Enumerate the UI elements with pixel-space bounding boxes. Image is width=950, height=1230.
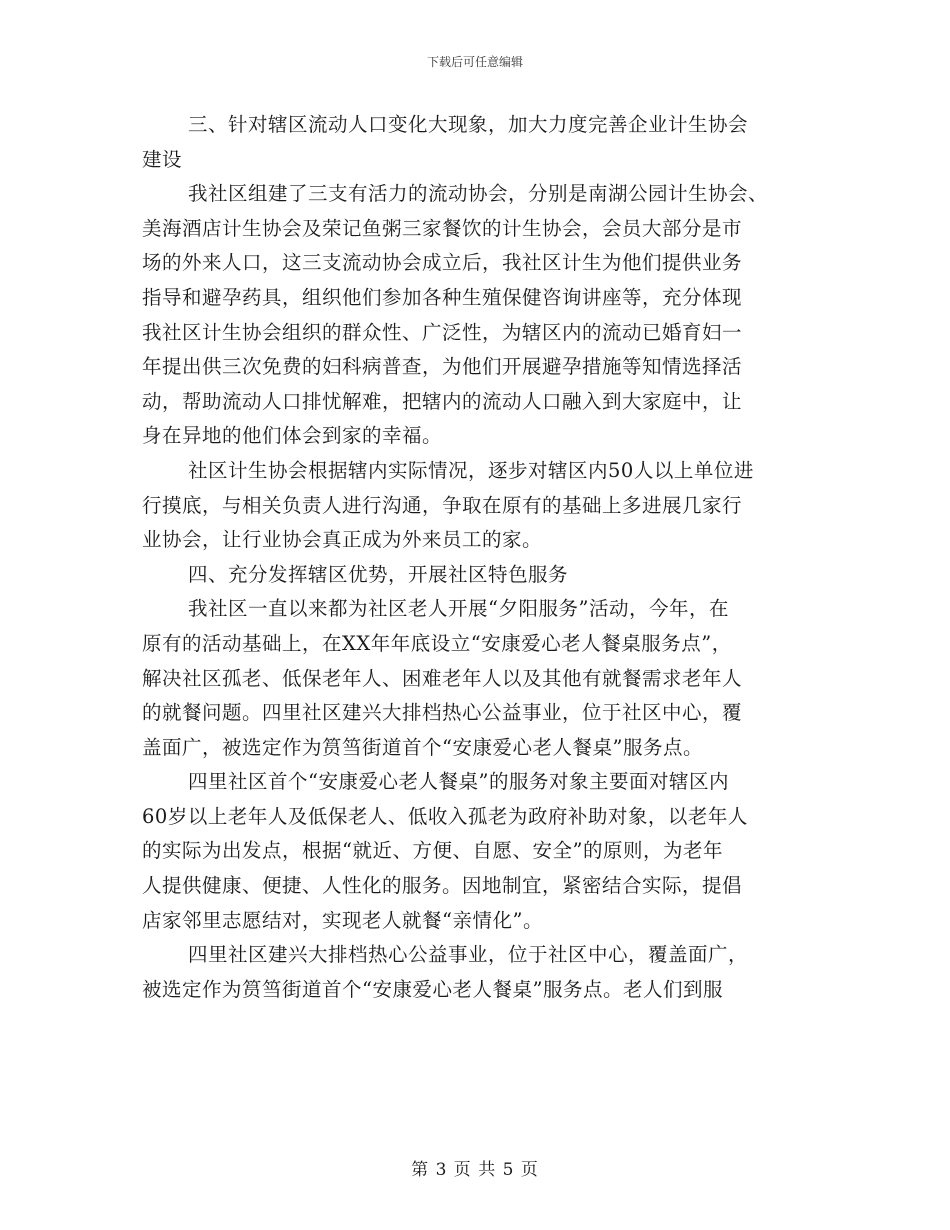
text-line: 被选定作为筼筜街道首个“安康爱心老人餐桌”服务点。老人们到服 xyxy=(142,977,723,1001)
text-line: 身在异地的他们体会到家的幸福。 xyxy=(142,424,443,448)
text-line: 店家邻里志愿结对，实现老人就餐“亲情化”。 xyxy=(142,908,543,932)
text-line: 动，帮助流动人口排忧解难，把辖内的流动人口融入到大家庭中，让 xyxy=(142,389,743,413)
text-line: 美海酒店计生协会及荣记鱼粥三家餐饮的计生协会，会员大部分是市 xyxy=(142,216,743,240)
text-line: 的就餐问题。四里社区建兴大排档热心公益事业，位于社区中心，覆 xyxy=(142,701,743,725)
text-line: 行摸底，与相关负责人进行沟通，争取在原有的基础上多进展几家行 xyxy=(142,493,743,517)
document-body xyxy=(142,108,807,1007)
text-line: 社区计生协会根据辖内实际情况，逐步对辖区内50人以上单位进 xyxy=(188,458,754,482)
text-line: 我社区一直以来都为社区老人开展“夕阳服务”活动，今年，在 xyxy=(188,597,729,621)
text-line: 业协会，让行业协会真正成为外来员工的家。 xyxy=(142,528,543,552)
text-line: 指导和避孕药具，组织他们参加各种生殖保健咨询讲座等，充分体现 xyxy=(142,285,743,309)
text-line: 的实际为出发点，根据“就近、方便、自愿、安全”的原则，为老年 xyxy=(142,839,723,863)
text-line: 四、充分发挥辖区优势，开展社区特色服务 xyxy=(188,562,569,586)
page-number: 第 3 页 共 5 页 xyxy=(411,1160,539,1180)
page-header-note: 下载后可任意编辑 xyxy=(426,55,523,69)
text-line: 三、针对辖区流动人口变化大现象，加大力度完善企业计生协会 xyxy=(188,113,749,136)
text-line: 原有的活动基础上，在XX年年底设立“安康爱心老人餐桌服务点”， xyxy=(142,631,732,655)
text-line: 场的外来人口，这三支流动协会成立后，我社区计生为他们提供业务 xyxy=(142,251,743,275)
text-line: 年提出供三次免费的妇科病普查，为他们开展避孕措施等知情选择活 xyxy=(142,355,743,379)
text-line: 盖面广，被选定作为筼筜街道首个“安康爱心老人餐桌”服务点。 xyxy=(142,735,703,759)
text-line: 解决社区孤老、低保老年人、困难老年人以及其他有就餐需求老年人 xyxy=(142,666,743,690)
text-line: 四里社区首个“安康爱心老人餐桌”的服务对象主要面对辖区内 xyxy=(188,770,729,794)
text-line: 我社区计生协会组织的群众性、广泛性，为辖区内的流动已婚育妇一 xyxy=(142,320,743,344)
text-line: 人提供健康、便捷、人性化的服务。因地制宜，紧密结合实际，提倡 xyxy=(142,874,743,898)
text-line: 四里社区建兴大排档热心公益事业，位于社区中心，覆盖面广， xyxy=(188,943,749,967)
text-line: 建设 xyxy=(142,147,183,171)
text-line: 60岁以上老年人及低保老人、低收入孤老为政府补助对象，以老年人 xyxy=(142,804,748,828)
text-line: 我社区组建了三支有活力的流动协会，分别是南湖公园计生协会、 xyxy=(188,182,769,206)
